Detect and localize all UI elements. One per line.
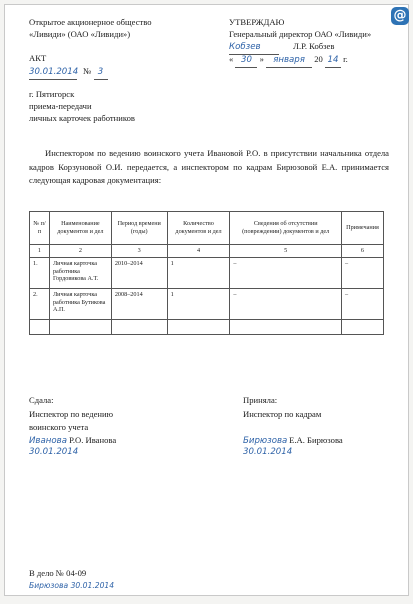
org-name-line2: «Ливиди» (ОАО «Ливиди»)	[29, 29, 131, 39]
act-number-label: №	[83, 66, 92, 76]
approval-year-prefix: 20	[314, 54, 323, 64]
table-cell: 1	[167, 258, 230, 289]
act-date-line	[29, 66, 108, 80]
sender-name: Р.О. Иванова	[69, 435, 117, 445]
director-name: Л.Р. Кобзев	[293, 41, 335, 51]
act-title: АКТ	[29, 53, 47, 63]
approval-year-suffix: 14	[325, 55, 341, 68]
approval-month: января	[266, 55, 312, 68]
act-body-text	[29, 147, 389, 188]
table-cell: –	[230, 258, 342, 289]
receiver-position: Инспектор по кадрам	[243, 409, 322, 419]
approval-position: Генеральный директор ОАО «Ливиди»	[229, 29, 372, 39]
table-cell	[49, 320, 111, 335]
quote-close: »	[259, 54, 264, 64]
file-note-mark: Бирюзова 30.01.2014	[29, 581, 115, 590]
table-cell: 2010–2014	[111, 258, 167, 289]
table-cell	[341, 320, 383, 335]
act-body-paragraph: Инспектором по ведению воинского учета Ивановой Р.О. в присутствии начальника отдела кадров Корзуновой О.И. передается, а инспектором по кадрам Бирюзовой Е.А. принимается следующая кадровая документация:	[29, 148, 389, 185]
sender-label: Сдала:	[29, 395, 54, 405]
act-date: 30.01.2014	[29, 67, 77, 80]
table-header-cell: Период времени (годы)	[111, 212, 167, 245]
table-header-cell: Количество документов и дел	[167, 212, 230, 245]
sender-signature-line	[29, 435, 116, 448]
table-cell	[111, 320, 167, 335]
table-cell: 2008–2014	[111, 289, 167, 320]
approval-day: 30	[235, 55, 257, 68]
sender-date: 30.01.2014	[29, 447, 79, 457]
receiver-name: Е.А. Бирюзова	[289, 435, 343, 445]
approval-signature-line	[229, 41, 334, 55]
table-row	[30, 258, 384, 289]
at-sign-logo-icon: @	[391, 7, 409, 25]
documents-table	[29, 211, 384, 335]
director-signature: Кобзев	[229, 42, 279, 55]
org-name-line1: Открытое акционерное общество	[29, 17, 152, 27]
receiver-signature: Бирюзова	[243, 436, 288, 446]
column-number: 5	[230, 245, 342, 258]
table-header-row	[30, 212, 384, 245]
table-header-cell: Примечания	[341, 212, 383, 245]
table-row	[30, 289, 384, 320]
table-cell: –	[341, 289, 383, 320]
approval-date	[229, 54, 348, 68]
sender-position-line2: воинского учета	[29, 422, 89, 432]
table-header-cell: Наименование документов и дел	[49, 212, 111, 245]
act-subject-line1: приема-передачи	[29, 101, 92, 111]
act-number: 3	[94, 67, 108, 80]
approval-year-unit: г.	[343, 54, 348, 64]
table-cell: 1	[167, 289, 230, 320]
receiver-signature-line	[243, 435, 343, 448]
column-number: 4	[167, 245, 230, 258]
column-number: 6	[341, 245, 383, 258]
table-header-cell: № п/п	[30, 212, 50, 245]
column-number: 1	[30, 245, 50, 258]
column-number: 2	[49, 245, 111, 258]
table-row-empty	[30, 320, 384, 335]
receiver-date: 30.01.2014	[243, 447, 293, 457]
table-cell: Личная карточка работника Бутикова А.П.	[49, 289, 111, 320]
sender-position-line1: Инспектор по ведению	[29, 409, 114, 419]
table-header-cell: Сведения об отсутствии (повреждении) документов и дел	[230, 212, 342, 245]
place: г. Пятигорск	[29, 89, 75, 99]
table-cell	[230, 320, 342, 335]
receiver-label: Приняла:	[243, 395, 278, 405]
act-subject-line2: личных карточек работников	[29, 113, 135, 123]
approval-title: УТВЕРЖДАЮ	[229, 17, 285, 27]
table-cell	[30, 320, 50, 335]
table-cell: –	[341, 258, 383, 289]
table-cell: Личная карточка работника Гордовикова А.Т.	[49, 258, 111, 289]
column-number-row	[30, 245, 384, 258]
table-cell: –	[230, 289, 342, 320]
table-cell: 1.	[30, 258, 50, 289]
column-number: 3	[111, 245, 167, 258]
file-note: В дело № 04-09	[29, 568, 87, 578]
quote-open: «	[229, 54, 234, 64]
table-cell	[167, 320, 230, 335]
document-page	[4, 4, 409, 596]
sender-signature: Иванова	[29, 436, 67, 446]
table-cell: 2.	[30, 289, 50, 320]
